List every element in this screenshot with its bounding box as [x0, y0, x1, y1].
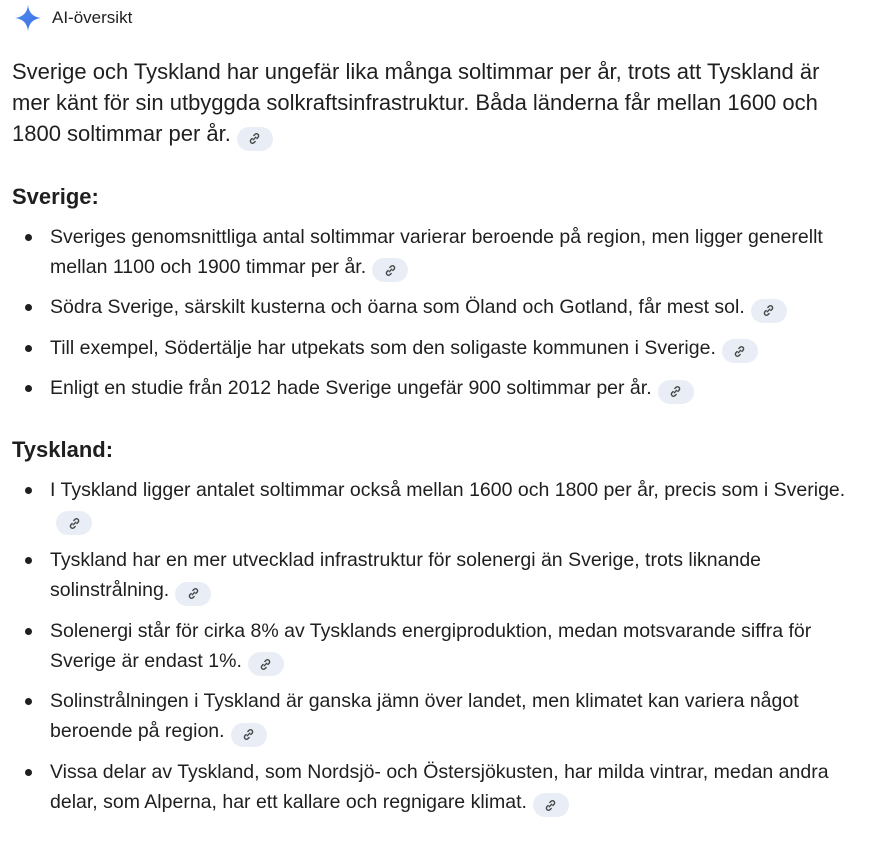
link-icon [762, 304, 775, 317]
list-item-text: Till exempel, Södertälje har utpekats som den soligaste kommunen i Sverige. [50, 336, 716, 359]
bullet [25, 487, 32, 494]
bullet [25, 557, 32, 564]
link-icon [187, 587, 200, 600]
source-link-chip[interactable] [533, 793, 569, 817]
list-item [12, 686, 862, 747]
link-icon [242, 728, 255, 741]
bullet [25, 698, 32, 705]
source-link-chip[interactable] [237, 127, 273, 151]
link-icon [669, 385, 682, 398]
section-title-tyskland: Tyskland: [12, 436, 114, 462]
list-item [12, 545, 862, 606]
sparkle-icon [14, 4, 42, 32]
intro-paragraph [12, 56, 862, 151]
bullet [25, 304, 32, 311]
list-item [12, 292, 862, 323]
bullet [25, 345, 32, 352]
link-icon [259, 658, 272, 671]
intro-text: Sverige och Tyskland har ungefär lika många soltimmar per år, trots att Tyskland är mer känt för sin utbyggda solkraftsinfrastruktur. Båda länderna får mellan 1600 och 1800 soltimmar per år. [12, 59, 820, 146]
list-item-text: Enligt en studie från 2012 hade Sverige ungefär 900 soltimmar per år. [50, 377, 652, 399]
ai-overview-header [14, 2, 132, 34]
bullet [25, 234, 32, 241]
link-icon [544, 799, 557, 812]
list-item-text: Solinstrålningen i Tyskland är ganska jämn över landet, men klimatet kan variera något beroende på region. [50, 690, 799, 742]
bullet [25, 769, 32, 776]
list-item [12, 222, 862, 283]
list-item-text: Solenergi står för cirka 8% av Tysklands energiproduktion, medan motsvarande siffra för Sverige är endast 1%. [50, 619, 812, 672]
list-item [12, 757, 862, 818]
link-icon [733, 345, 746, 358]
source-link-chip[interactable] [722, 339, 758, 363]
list-item [12, 616, 862, 677]
bullet [25, 385, 32, 392]
source-link-chip[interactable] [751, 299, 787, 323]
ai-overview-title: AI-översikt [52, 8, 133, 27]
bullet [25, 628, 32, 635]
list-item-text: Sveriges genomsnittliga antal soltimmar varierar beroende på region, men ligger generellt mellan 1100 och 1900 timmar per år. [50, 225, 823, 278]
link-icon [248, 132, 261, 145]
source-link-chip[interactable] [248, 652, 284, 676]
list-item [12, 333, 862, 364]
source-link-chip[interactable] [372, 258, 408, 282]
list-item [12, 373, 862, 404]
link-icon [384, 264, 397, 277]
source-link-chip[interactable] [231, 723, 267, 747]
source-link-chip[interactable] [56, 511, 92, 535]
overview-content [12, 56, 862, 827]
source-link-chip[interactable] [175, 582, 211, 606]
list-item-text: Södra Sverige, särskilt kusterna och öarna som Öland och Gotland, får mest sol. [50, 296, 745, 318]
list-item-text: Tyskland har en mer utvecklad infrastruktur för solenergi än Sverige, trots liknande solinstrålning. [50, 549, 762, 601]
list-item [12, 475, 862, 536]
list-sverige [12, 222, 862, 404]
section-title-sverige: Sverige: [12, 183, 99, 209]
list-item-text: I Tyskland ligger antalet soltimmar också mellan 1600 och 1800 per år, precis som i Sverige. [50, 478, 846, 501]
link-icon [68, 517, 81, 530]
source-link-chip[interactable] [658, 380, 694, 404]
list-tyskland [12, 475, 862, 818]
list-item-text: Vissa delar av Tyskland, som Nordsjö- och Östersjökusten, har milda vintrar, medan andra delar, som Alperna, har ett kallare och regnigare klimat. [50, 760, 829, 813]
